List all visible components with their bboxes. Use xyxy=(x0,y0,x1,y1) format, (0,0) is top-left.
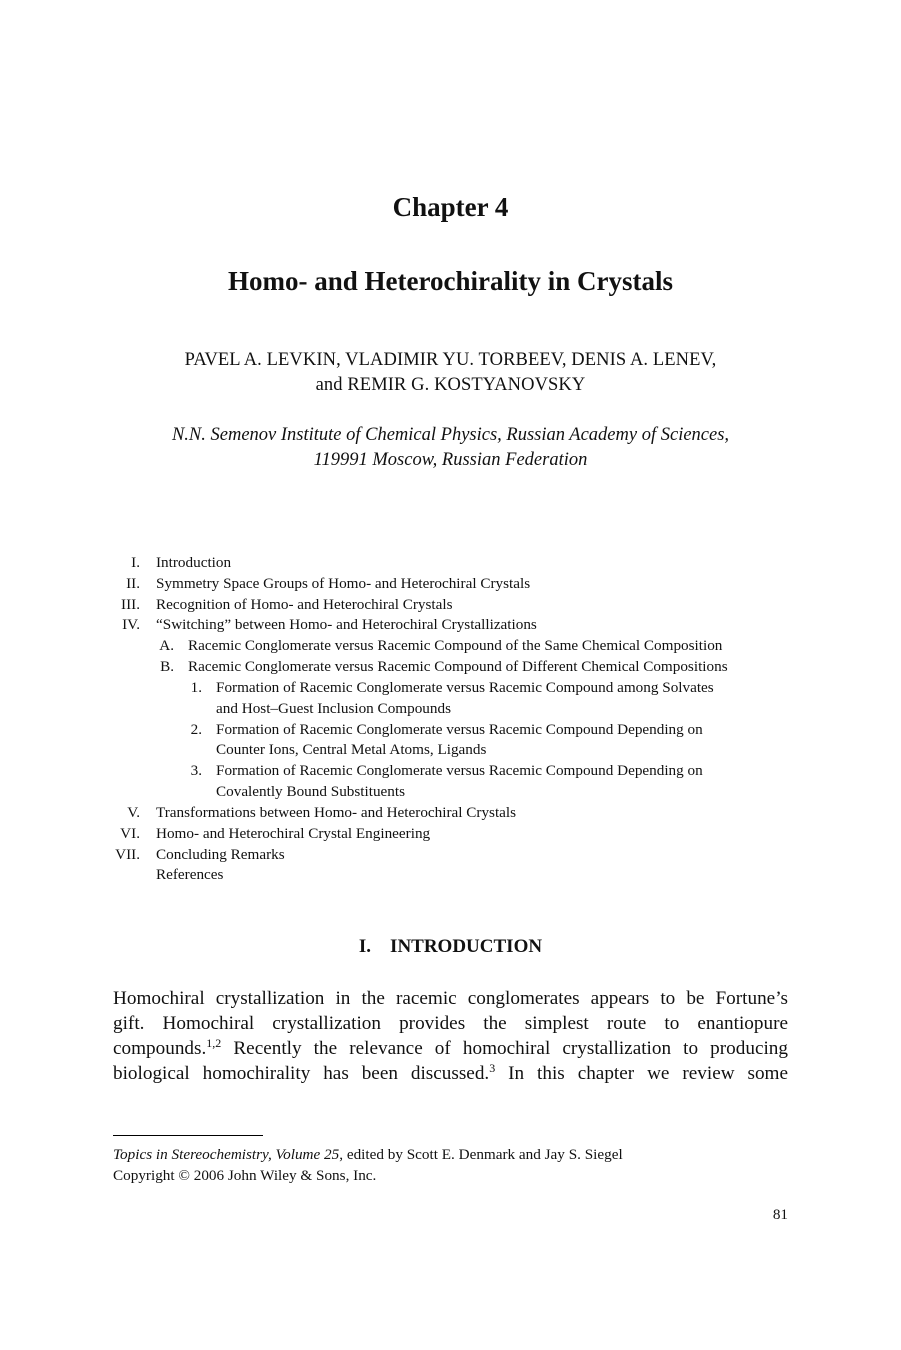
toc-item: “Switching” between Homo- and Heterochiral Crystallizations xyxy=(156,616,537,633)
body-line: gift. Homochiral crystallization provides the simplest route to enantiopure xyxy=(113,1013,788,1034)
toc-num: V. xyxy=(127,804,140,821)
toc-item-continued: Covalently Bound Substituents xyxy=(216,783,406,800)
toc-num: IV. xyxy=(122,616,140,633)
footnote-rule xyxy=(113,1135,263,1136)
footnote-text: , edited by Scott E. Denmark and Jay S. Siegel xyxy=(339,1146,623,1163)
toc-num: I. xyxy=(131,554,140,571)
toc-num: II. xyxy=(126,575,140,592)
toc-num: VI. xyxy=(120,825,140,842)
page-number: 81 xyxy=(772,1206,788,1223)
body-text: In this chapter we review some xyxy=(495,1063,789,1084)
affiliation-line-2: 119991 Moscow, Russian Federation xyxy=(313,450,588,470)
toc-item: Formation of Racemic Conglomerate versus Racemic Compound Depending on xyxy=(216,762,703,779)
chapter-title: Homo- and Heterochirality in Crystals xyxy=(228,266,673,296)
footnote-copyright: Copyright © 2006 John Wiley & Sons, Inc. xyxy=(113,1167,377,1184)
toc-item: Transformations between Homo- and Heterochiral Crystals xyxy=(156,804,517,821)
section-heading: I. INTRODUCTION xyxy=(358,936,543,957)
toc-item: Racemic Conglomerate versus Racemic Compound of the Same Chemical Composition xyxy=(188,637,723,654)
footnote-citation xyxy=(113,1146,623,1164)
body-text: biological homochirality has been discussed. xyxy=(113,1063,490,1084)
toc-item: Recognition of Homo- and Heterochiral Crystals xyxy=(156,596,453,613)
toc-item: Concluding Remarks xyxy=(156,846,285,863)
toc-num: 3. xyxy=(190,762,202,779)
toc-num: III. xyxy=(121,596,140,613)
toc-item: Introduction xyxy=(156,554,232,571)
toc-item-references: References xyxy=(156,866,224,883)
toc-num: VII. xyxy=(115,846,140,863)
toc-item: Formation of Racemic Conglomerate versus Racemic Compound Depending on xyxy=(216,721,703,738)
toc-item: Homo- and Heterochiral Crystal Engineering xyxy=(156,825,431,842)
series-title: Topics in Stereochemistry, Volume 25 xyxy=(113,1146,340,1163)
authors-line-1: PAVEL A. LEVKIN, VLADIMIR YU. TORBEEV, DENIS A. LENEV, xyxy=(184,350,717,370)
citation-superscript: 3 xyxy=(489,1061,496,1075)
toc-item: Racemic Conglomerate versus Racemic Compound of Different Chemical Compositions xyxy=(188,658,728,675)
body-line: Homochiral crystallization in the racemic conglomerates appears to be Fortune’s xyxy=(113,988,788,1009)
toc-item: Symmetry Space Groups of Homo- and Heterochiral Crystals xyxy=(156,575,531,592)
toc-item-continued: and Host–Guest Inclusion Compounds xyxy=(216,700,451,717)
citation-superscript: 1,2 xyxy=(206,1036,222,1050)
toc-num: 2. xyxy=(190,721,202,738)
chapter-label: Chapter 4 xyxy=(392,192,509,222)
body-line xyxy=(113,1061,788,1086)
toc-num: 1. xyxy=(190,679,202,696)
toc-item-continued: Counter Ions, Central Metal Atoms, Ligands xyxy=(216,741,487,758)
body-text: Recently the relevance of homochiral crystallization to producing xyxy=(221,1038,788,1059)
toc-num: B. xyxy=(160,658,174,675)
body-line xyxy=(113,1036,788,1061)
affiliation-line-1: N.N. Semenov Institute of Chemical Physics, Russian Academy of Sciences, xyxy=(171,425,730,445)
toc-num: A. xyxy=(159,637,174,654)
body-text: compounds. xyxy=(113,1038,207,1059)
authors-line-2: and REMIR G. KOSTYANOVSKY xyxy=(315,375,586,395)
toc-item: Formation of Racemic Conglomerate versus Racemic Compound among Solvates xyxy=(216,679,714,696)
